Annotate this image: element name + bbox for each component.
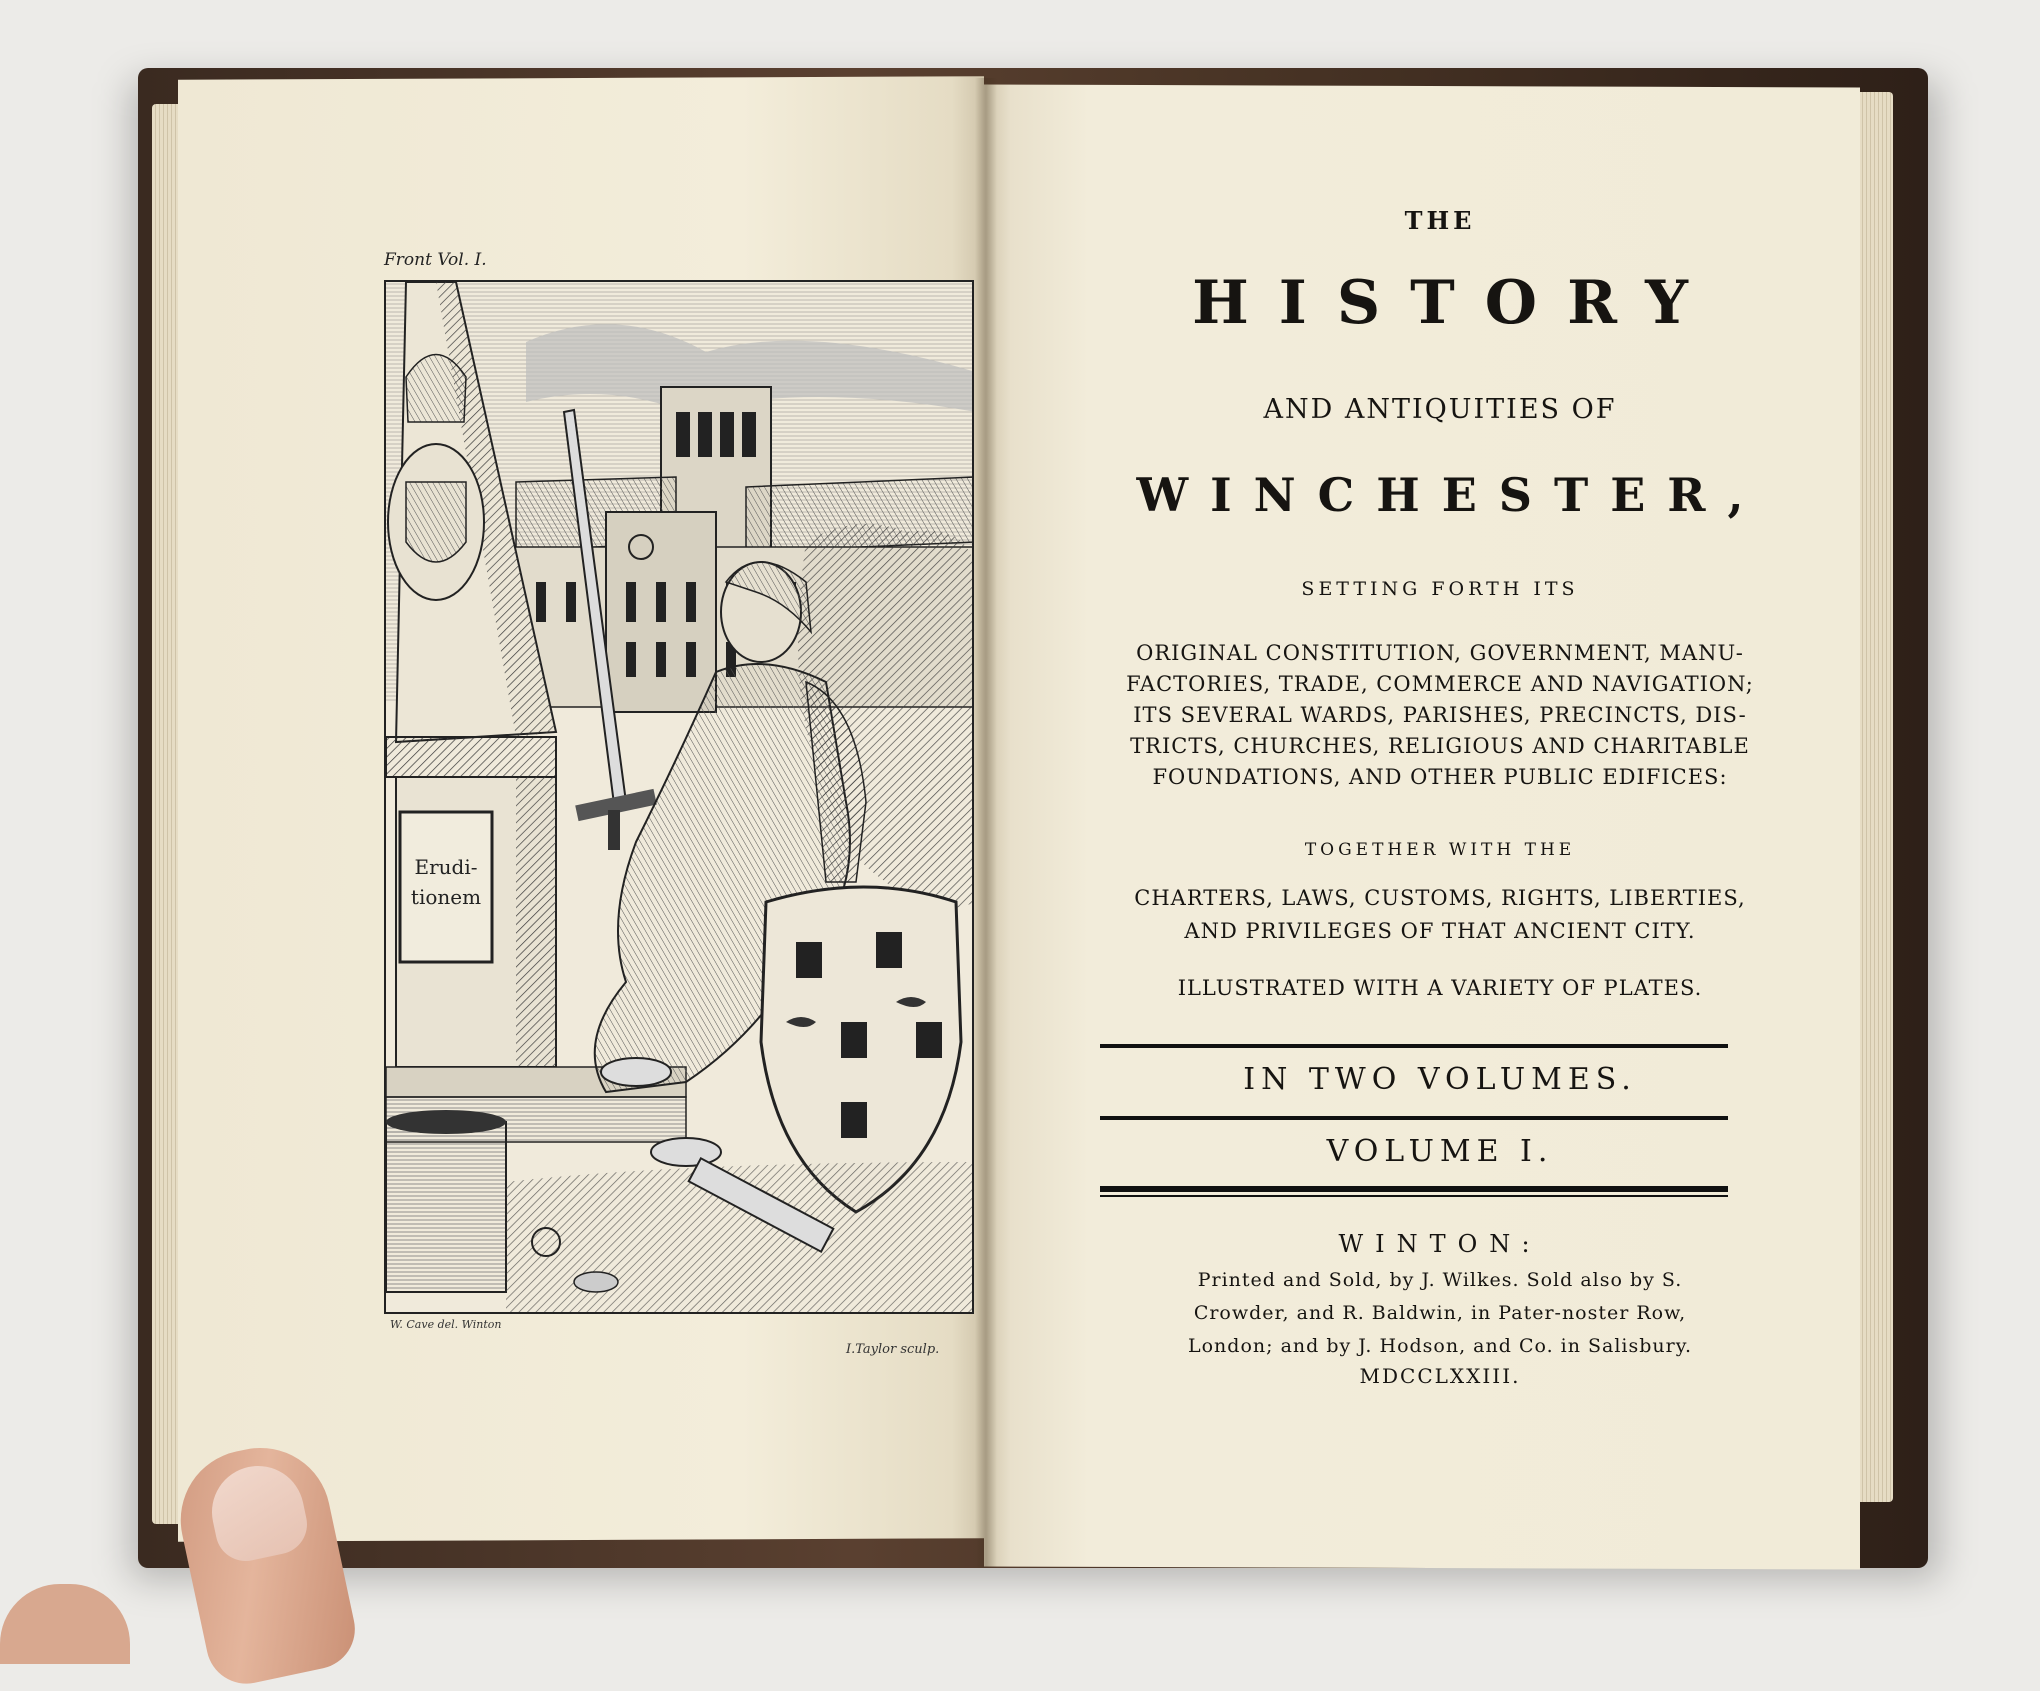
description-block [1050, 638, 1830, 793]
imprint-line: London; and by J. Hodson, and Co. in Salisbury. [1188, 1335, 1692, 1357]
charters-line: AND PRIVILEGES OF THAT ANCIENT CITY. [1184, 919, 1696, 943]
together-with: TOGETHER WITH THE [1304, 840, 1576, 860]
imprint-block [1050, 1264, 1830, 1363]
title-the: THE [1404, 206, 1476, 235]
title-history: HISTORY [1192, 268, 1718, 338]
title-winchester: WINCHESTER, [1136, 468, 1766, 522]
plaque-line-1: Erudi- [414, 855, 478, 879]
description-line: TRICTS, CHURCHES, RELIGIOUS AND CHARITABLE [1130, 734, 1750, 758]
engraver-credit: I.Taylor sculp. [846, 1342, 940, 1357]
rule-divider-thick [1100, 1186, 1728, 1192]
plate-caption: Front Vol. I. [384, 250, 487, 270]
imprint-place: WINTON: [1338, 1230, 1542, 1258]
setting-forth: SETTING FORTH ITS [1301, 578, 1579, 600]
charters-line: CHARTERS, LAWS, CUSTOMS, RIGHTS, LIBERTIES, [1134, 886, 1746, 910]
description-line: ORIGINAL CONSTITUTION, GOVERNMENT, MANU- [1136, 641, 1744, 665]
description-line: ITS SEVERAL WARDS, PARISHES, PRECINCTS, DIS- [1133, 703, 1747, 727]
second-finger [0, 1584, 130, 1664]
description-line: FACTORIES, TRADE, COMMERCE AND NAVIGATION; [1126, 672, 1754, 696]
imprint-line: Printed and Sold, by J. Wilkes. Sold also by S. [1197, 1269, 1683, 1291]
engraving-illustration [386, 282, 974, 1314]
two-volumes: IN TWO VOLUMES. [1243, 1062, 1637, 1097]
right-page-edges [1855, 92, 1893, 1502]
artist-credit: W. Cave del. Winton [390, 1318, 502, 1331]
illustrated-line: ILLUSTRATED WITH A VARIETY OF PLATES. [1177, 976, 1703, 1000]
imprint-line: Crowder, and R. Baldwin, in Pater-noster Row, [1193, 1302, 1687, 1324]
frontispiece-engraving [384, 280, 974, 1314]
imprint-date: MDCCLXXIII. [1359, 1364, 1521, 1388]
pedestal [386, 737, 556, 1067]
title-antiquities: AND ANTIQUITIES OF [1263, 394, 1617, 425]
rule-divider-thin [1100, 1195, 1728, 1197]
rule-divider [1100, 1116, 1728, 1120]
volume-number: VOLUME I. [1326, 1134, 1554, 1169]
barrel [386, 1110, 506, 1292]
charters-block [1050, 882, 1830, 948]
plaque-line-2: tionem [410, 885, 482, 909]
rule-divider [1100, 1044, 1728, 1048]
book-gutter [975, 78, 997, 1568]
description-line: FOUNDATIONS, AND OTHER PUBLIC EDIFICES: [1152, 765, 1728, 789]
